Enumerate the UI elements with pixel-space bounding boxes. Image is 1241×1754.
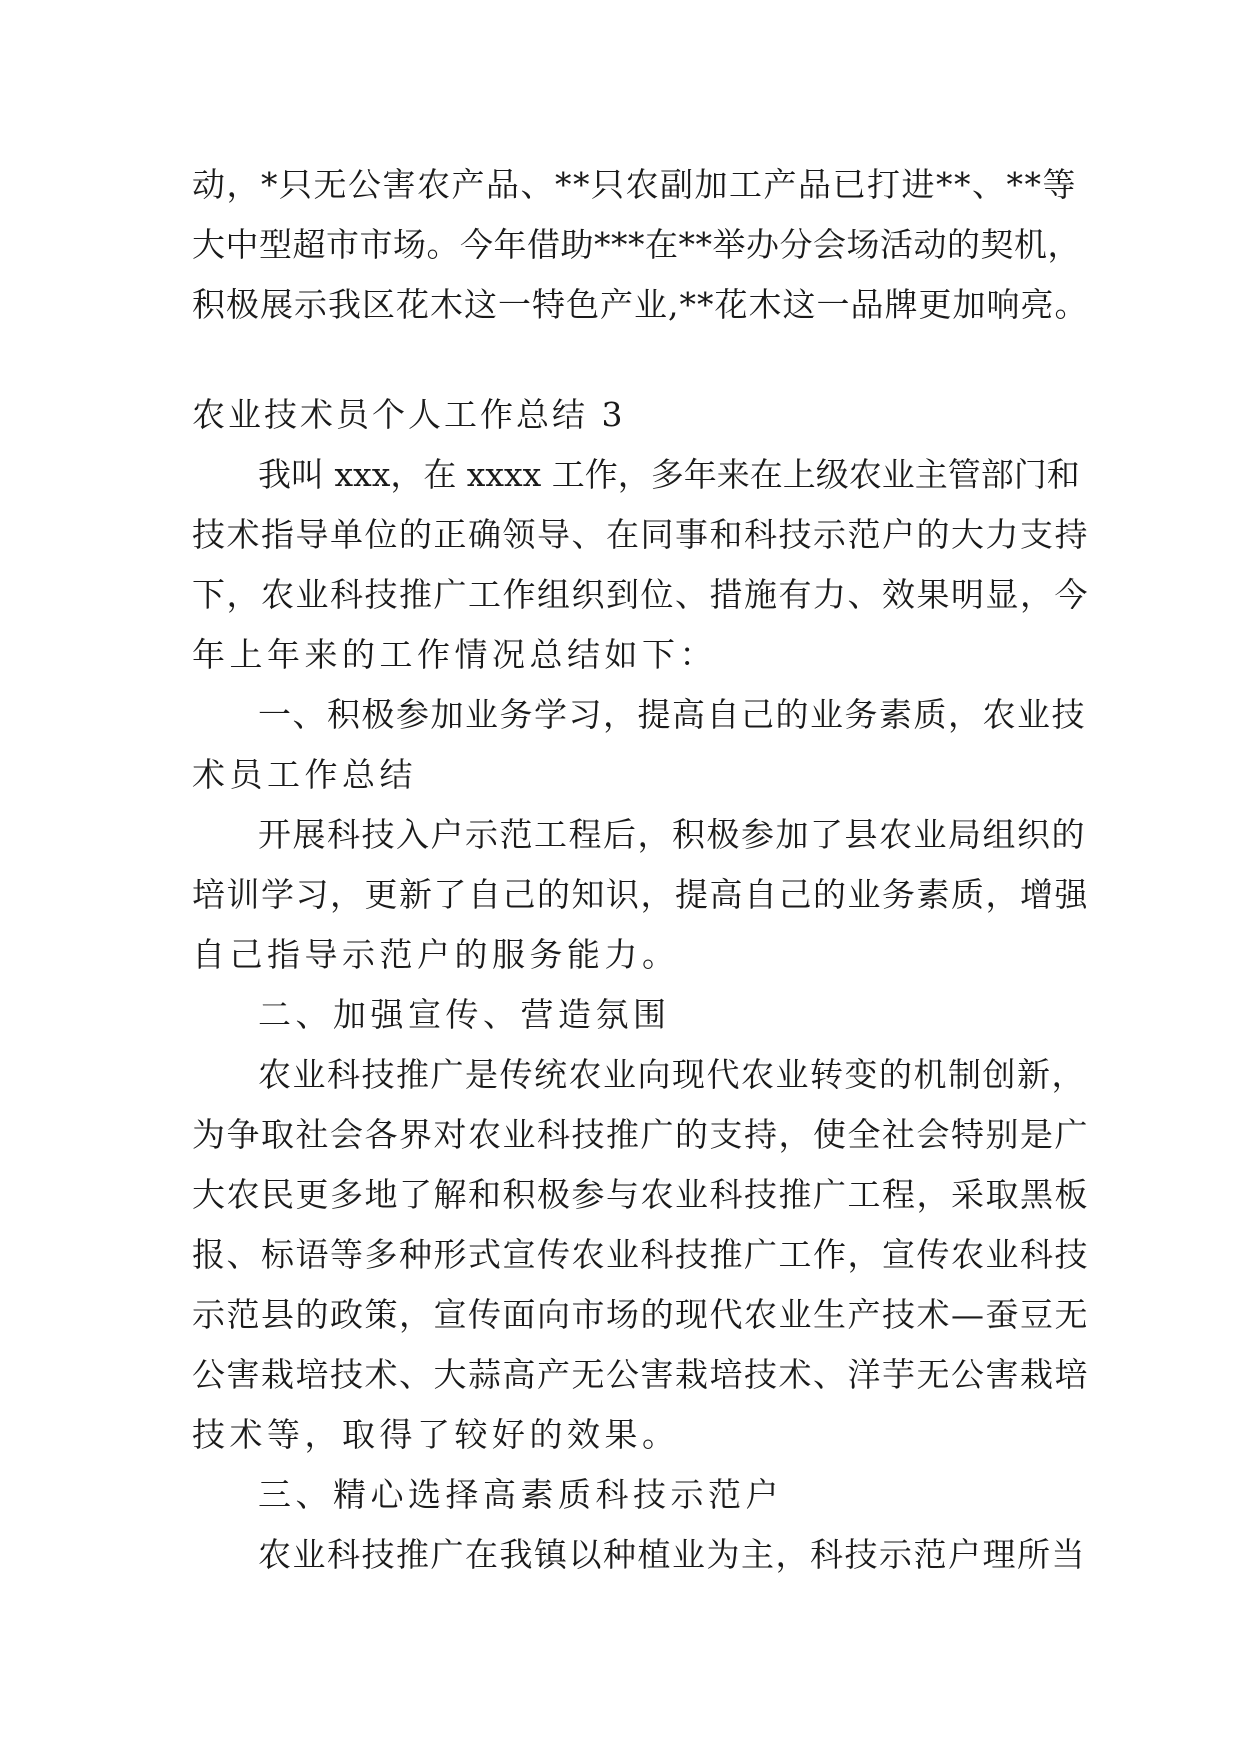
heading-line: 二、加强宣传、营造氛围 [258,995,671,1034]
paragraph-line: 技术指导单位的正确领导、在同事和科技示范户的大力支持 [192,515,1089,554]
paragraph-line: 公害栽培技术、大蒜高产无公害栽培技术、洋芋无公害栽培 [192,1355,1089,1394]
heading-line: 一、积极参加业务学习，提高自己的业务素质，农业技 [258,695,1086,734]
paragraph-line: 为争取社会各界对农业科技推广的支持，使全社会特别是广 [192,1115,1089,1154]
paragraph-line: 我叫 xxx，在 xxxx 工作，多年来在上级农业主管部门和 [258,455,1080,494]
paragraph-line: 报、标语等多种形式宣传农业科技推广工作，宣传农业科技 [192,1235,1089,1274]
paragraph-line: 下，农业科技推广工作组织到位、措施有力、效果明显，今 [192,575,1089,614]
paragraph-line: 自己指导示范户的服务能力。 [192,935,680,974]
paragraph-line: 农业科技推广在我镇以种植业为主，科技示范户理所当 [258,1535,1086,1574]
paragraph-line: 技术等，取得了较好的效果。 [192,1415,680,1454]
paragraph-line: 积极展示我区花木这一特色产业,**花木这一品牌更加响亮。 [192,285,1089,324]
section-title: 农业技术员个人工作总结 3 [192,395,626,434]
paragraph-line: 开展科技入户示范工程后，积极参加了县农业局组织的 [258,815,1086,854]
paragraph-line: 培训学习，更新了自己的知识，提高自己的业务素质，增强 [192,875,1089,914]
heading-line: 术员工作总结 [192,755,417,794]
paragraph-line: 示范县的政策，宣传面向市场的现代农业生产技术—蚕豆无 [192,1295,1089,1334]
paragraph-line: 动，*只无公害农产品、**只农副加工产品已打进**、**等 [192,165,1077,204]
paragraph-line: 大中型超市市场。今年借助***在**举办分会场活动的契机， [192,225,1081,264]
heading-line: 三、精心选择高素质科技示范户 [258,1475,783,1514]
paragraph-line: 农业科技推广是传统农业向现代农业转变的机制创新， [258,1055,1086,1094]
paragraph-line: 大农民更多地了解和积极参与农业科技推广工程，采取黑板 [192,1175,1089,1214]
paragraph-line: 年上年来的工作情况总结如下： [192,635,717,674]
